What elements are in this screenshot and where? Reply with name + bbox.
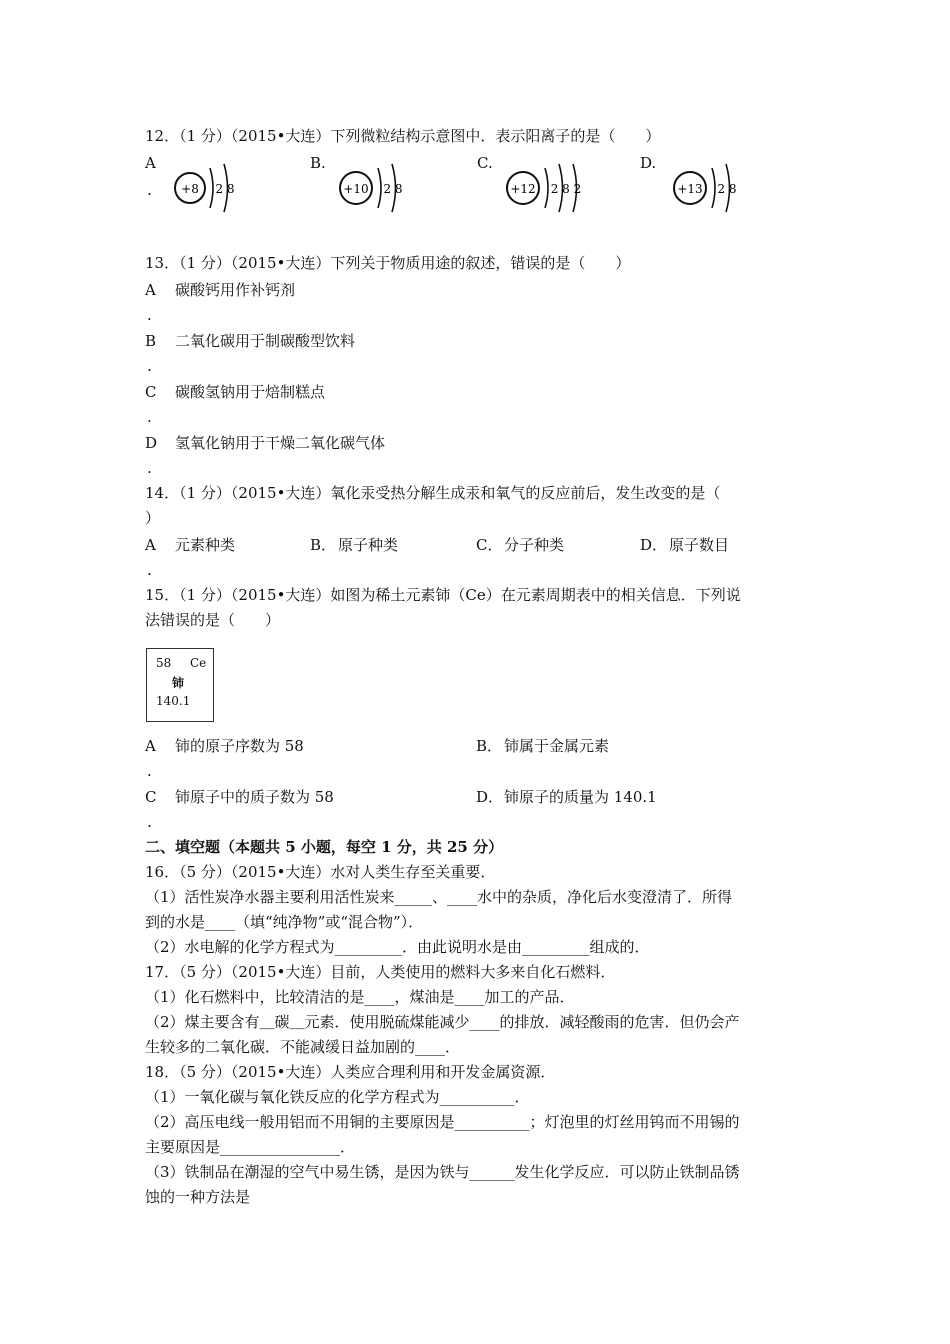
section-heading: 二、填空题（本题共 5 小题，每空 1 分，共 25 分） (145, 838, 504, 856)
q13-option-a-text: 碳酸钙用作补钙剂 (175, 281, 296, 299)
electron-shell-arc (210, 168, 213, 208)
atomic-mass: 140.1 (156, 694, 191, 708)
q15-option-c-text: 铈原子中的质子数为 58 (175, 788, 334, 806)
nucleus-charge: +8 (181, 182, 199, 196)
electron-counts: 2 8 (717, 182, 737, 196)
option-dot: . (147, 459, 152, 477)
q13-option-a-label: A (145, 281, 156, 299)
q13-stem: 13．（1 分）（2015•大连）下列关于物质用途的叙述，错误的是（ ） (145, 254, 631, 272)
q15-option-b-label: B． (476, 737, 503, 755)
q18-line: 18．（5 分）（2015•大连）人类应合理利用和开发金属资源． (145, 1063, 556, 1081)
q14-option-a-text: 元素种类 (175, 536, 236, 554)
q12-stem: 12．（1 分）（2015•大连）下列微粒结构示意图中．表示阳离子的是（ ） (145, 127, 661, 145)
q16-line: （1）活性炭净水器主要利用活性炭来_____、____水中的杂质，净化后水变澄清了．所得 (145, 888, 733, 906)
electron-counts: 2 8 2 (550, 182, 582, 196)
q13-option-b-label: B (145, 332, 157, 350)
element-name: 铈 (172, 676, 185, 690)
q14-option-b-label: B． (310, 536, 337, 554)
q15-stem-line2: 法错误的是（ ） (145, 611, 281, 629)
q14-option-c-label: C． (476, 536, 503, 554)
q15-option-d-label: D． (476, 788, 504, 806)
option-dot: . (147, 357, 152, 375)
q16-line: 到的水是____（填“纯净物”或“混合物”）． (145, 913, 424, 931)
element-symbol: Ce (190, 656, 207, 670)
q15-stem-line1: 15．（1 分）（2015•大连）如图为稀土元素铈（Ce）在元素周期表中的相关信息．下列说 (145, 586, 741, 604)
q18-line: 蚀的一种方法是 (145, 1188, 251, 1206)
q12-option-d-label: D. (640, 154, 657, 172)
nucleus-charge: +10 (343, 182, 369, 196)
option-dot: . (147, 408, 152, 426)
atom-diagram-b (336, 160, 420, 216)
q18-line: （2）高压电线一般用铝而不用铜的主要原因是__________；灯泡里的灯丝用钨而不用锡的 (145, 1113, 740, 1131)
q14-option-c-text: 分子种类 (504, 536, 565, 554)
q13-option-c-label: C (145, 383, 157, 401)
atom-diagram-c (503, 160, 599, 216)
q18-line: （1）一氧化碳与氧化铁反应的化学方程式为__________． (145, 1088, 530, 1106)
q14-option-d-label: D． (640, 536, 668, 554)
q12-option-a-dot: . (147, 181, 152, 199)
option-dot: . (147, 762, 152, 780)
q14-option-b-text: 原子种类 (338, 536, 399, 554)
q17-line: 生较多的二氧化碳．不能减缓日益加剧的____． (145, 1038, 461, 1056)
electron-shell-arc (545, 168, 548, 208)
q14-stem-line1: 14．（1 分）（2015•大连）氧化汞受热分解生成汞和氧气的反应前后，发生改变的是（ (145, 484, 721, 502)
q16-line: （2）水电解的化学方程式为_________．由此说明水是由_________组成的． (145, 938, 650, 956)
nucleus-charge: +13 (677, 182, 703, 196)
q12-option-c-label: C. (477, 154, 493, 172)
option-dot: . (147, 561, 152, 579)
electron-shell-arc (378, 168, 381, 208)
electron-shell-arc (712, 168, 715, 208)
q14-option-d-text: 原子数目 (669, 536, 730, 554)
q17-line: （2）煤主要含有＿碳＿元素．使用脱硫煤能减少____的排放．减轻酸雨的危害．但仍会产 (145, 1013, 740, 1031)
q13-option-d-text: 氢氧化钠用于干燥二氧化碳气体 (175, 434, 386, 452)
option-dot: . (147, 306, 152, 324)
q16-line: 16．（5 分）（2015•大连）水对人类生存至关重要． (145, 863, 496, 881)
q18-line: （3）铁制品在潮湿的空气中易生锈，是因为铁与______发生化学反应．可以防止铁制品锈 (145, 1163, 740, 1181)
electron-counts: 2 8 (383, 182, 403, 196)
q15-option-d-text: 铈原子的质量为 140.1 (504, 788, 657, 806)
q12-option-b-label: B. (310, 154, 326, 172)
atomic-number: 58 (156, 656, 172, 670)
option-dot: . (147, 813, 152, 831)
q14-stem-line2: ） (145, 509, 161, 527)
q18-line: 主要原因是________________． (145, 1138, 356, 1156)
periodic-table-tile (146, 648, 214, 722)
q14-option-a-label: A (145, 536, 156, 554)
q15-option-a-text: 铈的原子序数为 58 (175, 737, 304, 755)
atom-diagram-d (670, 160, 754, 216)
q17-line: （1）化石燃料中，比较清洁的是____，煤油是____加工的产品． (145, 988, 575, 1006)
q15-option-c-label: C (145, 788, 157, 806)
q15-option-a-label: A (145, 737, 156, 755)
q12-option-a-label: A (145, 154, 156, 172)
q15-option-b-text: 铈属于金属元素 (504, 737, 610, 755)
q13-option-b-text: 二氧化碳用于制碳酸型饮料 (175, 332, 356, 350)
q13-option-c-text: 碳酸氢钠用于焙制糕点 (175, 383, 326, 401)
atom-diagram-a (172, 160, 252, 216)
nucleus-charge: +12 (510, 182, 536, 196)
q17-line: 17．（5 分）（2015•大连）目前，人类使用的燃料大多来自化石燃料． (145, 963, 616, 981)
electron-counts: 2 8 (215, 182, 235, 196)
q13-option-d-label: D (145, 434, 158, 452)
